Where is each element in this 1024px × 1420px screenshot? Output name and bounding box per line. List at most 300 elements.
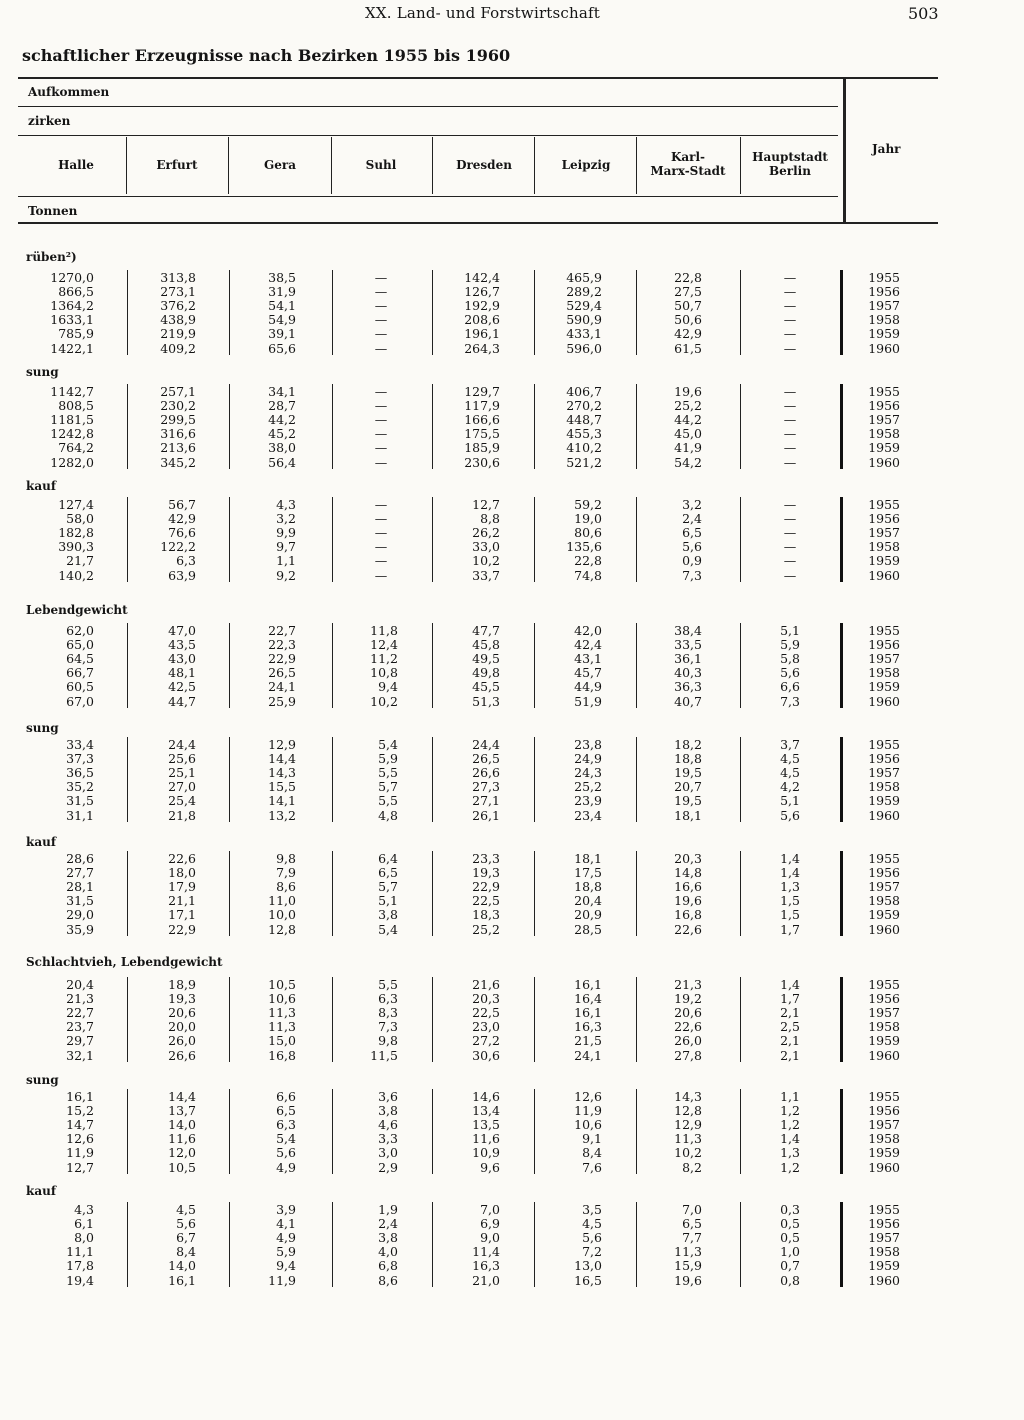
data-cell: 63,9 (168, 567, 196, 583)
data-cell: 448,7 (566, 412, 602, 428)
data-cell: 7,7 (682, 1230, 702, 1246)
data-cell: — (374, 298, 388, 314)
data-cell: 2,1 (780, 1047, 800, 1063)
data-cell: 764,2 (58, 440, 94, 456)
data-cell: 5,6 (780, 665, 800, 681)
data-cell: 19,4 (66, 1272, 94, 1288)
data-cell: 14,0 (168, 1117, 196, 1133)
data-cell: — (374, 384, 388, 399)
data-cell: 1,1 (276, 553, 296, 569)
data-cell: 140,2 (58, 567, 94, 583)
data-cell: 9,7 (276, 539, 296, 555)
data-cell: 17,5 (574, 865, 602, 881)
data-cell: 64,5 (66, 651, 94, 667)
data-cell: 30,6 (472, 1047, 500, 1063)
data-cell: 7,9 (276, 865, 296, 881)
data-cell: 21,3 (674, 977, 702, 992)
data-cell: 8,0 (74, 1230, 94, 1246)
group-divider (332, 1202, 333, 1287)
data-cell: 26,5 (268, 665, 296, 681)
data-cell: 299,5 (160, 412, 196, 428)
data-cell: 22,6 (168, 851, 196, 866)
data-cell: 2,1 (780, 1033, 800, 1049)
data-cell: 12,4 (370, 637, 398, 653)
data-cell: 1,4 (780, 977, 800, 992)
data-cell: 6,8 (378, 1258, 398, 1274)
data-cell: 16,8 (268, 1047, 296, 1063)
data-cell: — (374, 398, 388, 414)
data-cell: 11,6 (168, 1131, 196, 1147)
data-cell: 25,2 (674, 398, 702, 414)
data-cell: 257,1 (160, 384, 196, 399)
column-header-line: Leipzig (561, 158, 611, 172)
data-cell: 10,2 (370, 693, 398, 709)
running-header: XX. Land- und Forstwirtschaft (365, 4, 601, 22)
header-second-label: zirken (28, 114, 71, 128)
group-divider (740, 270, 741, 355)
data-cell: 21,7 (66, 553, 94, 569)
data-cell: 13,5 (472, 1117, 500, 1133)
data-cell: 9,4 (276, 1258, 296, 1274)
data-cell: 270,2 (566, 398, 602, 414)
year-cell: 1959 (868, 679, 900, 695)
data-cell: 8,4 (582, 1145, 602, 1161)
column-header-line: Erfurt (156, 158, 198, 172)
data-cell: 122,2 (160, 539, 196, 555)
data-cell: — (783, 454, 797, 470)
data-cell: 21,0 (472, 1272, 500, 1288)
data-cell: 27,2 (472, 1033, 500, 1049)
data-cell: 4,5 (176, 1202, 196, 1217)
year-cell: 1955 (868, 623, 900, 638)
year-cell: 1955 (868, 384, 900, 399)
data-cell: 6,5 (682, 1216, 702, 1232)
data-cell: 58,0 (66, 511, 94, 527)
data-cell: 26,1 (472, 807, 500, 823)
data-cell: 5,5 (378, 977, 398, 992)
data-cell: — (374, 454, 388, 470)
data-cell: 20,3 (472, 991, 500, 1007)
data-cell: 3,3 (378, 1131, 398, 1147)
data-cell: 24,3 (574, 765, 602, 781)
rule-header-bottom (18, 222, 938, 224)
year-cell: 1959 (868, 1258, 900, 1274)
data-cell: 22,9 (268, 651, 296, 667)
data-cell: 273,1 (160, 284, 196, 300)
column-header-erfurt (127, 158, 227, 172)
data-cell: 465,9 (566, 270, 602, 285)
data-cell: 185,9 (464, 440, 500, 456)
data-cell: 22,9 (168, 921, 196, 937)
data-cell: 16,8 (674, 907, 702, 923)
data-cell: 56,7 (168, 497, 196, 512)
year-cell: 1958 (868, 539, 900, 555)
data-cell: 6,9 (480, 1216, 500, 1232)
data-cell: 20,6 (168, 1005, 196, 1021)
header-year-label: Jahr (872, 142, 901, 156)
data-cell: 6,3 (378, 991, 398, 1007)
data-cell: 529,4 (566, 298, 602, 314)
data-cell: 5,1 (378, 893, 398, 909)
data-cell: 39,1 (268, 326, 296, 342)
year-cell: 1957 (868, 298, 900, 314)
data-cell: 3,6 (378, 1089, 398, 1104)
data-cell: 117,9 (464, 398, 500, 414)
data-cell: 20,6 (674, 1005, 702, 1021)
year-cell: 1960 (868, 1159, 900, 1175)
data-cell: 4,2 (780, 779, 800, 795)
data-cell: 33,4 (66, 737, 94, 752)
data-cell: — (783, 511, 797, 527)
column-header-leipzig (536, 158, 636, 172)
data-cell: 18,2 (674, 737, 702, 752)
data-cell: 23,9 (574, 793, 602, 809)
group-divider (332, 1089, 333, 1174)
data-cell: 11,3 (674, 1131, 702, 1147)
data-cell: 11,9 (268, 1272, 296, 1288)
data-cell: 18,3 (472, 907, 500, 923)
year-cell: 1956 (868, 751, 900, 767)
data-cell: 38,4 (674, 623, 702, 638)
year-cell: 1956 (868, 1103, 900, 1119)
section-label-7: sung (26, 1073, 59, 1087)
data-cell: 23,4 (574, 807, 602, 823)
data-cell: 1,0 (780, 1244, 800, 1260)
data-cell: 6,6 (276, 1089, 296, 1104)
data-cell: 1,3 (780, 1145, 800, 1161)
data-cell: 33,7 (472, 567, 500, 583)
year-cell: 1956 (868, 637, 900, 653)
data-cell: 23,0 (472, 1019, 500, 1035)
year-cell: 1959 (868, 1145, 900, 1161)
rule-header-1 (18, 106, 838, 107)
group-divider (740, 497, 741, 582)
group-divider (332, 977, 333, 1062)
data-cell: 20,4 (574, 893, 602, 909)
data-cell: 27,8 (674, 1047, 702, 1063)
data-cell: 16,6 (674, 879, 702, 895)
data-cell: 11,0 (268, 893, 296, 909)
year-cell: 1956 (868, 398, 900, 414)
data-cell: — (783, 340, 797, 356)
data-cell: 3,2 (682, 497, 702, 512)
data-cell: 1,2 (780, 1159, 800, 1175)
column-header-halle (26, 158, 126, 172)
data-cell: 41,9 (674, 440, 702, 456)
data-cell: 1,7 (780, 991, 800, 1007)
data-cell: 14,8 (674, 865, 702, 881)
section-label-6: Schlachtvieh, Lebendgewicht (26, 955, 223, 969)
data-cell: 14,4 (268, 751, 296, 767)
data-cell: — (374, 284, 388, 300)
data-cell: 14,3 (674, 1089, 702, 1104)
data-cell: 19,3 (472, 865, 500, 881)
data-cell: 22,7 (268, 623, 296, 638)
rule-header-2 (18, 135, 838, 136)
year-cell: 1958 (868, 1131, 900, 1147)
data-cell: 21,5 (574, 1033, 602, 1049)
data-cell: 438,9 (160, 312, 196, 328)
data-cell: 8,8 (480, 511, 500, 527)
data-cell: 25,2 (472, 921, 500, 937)
data-cell: 54,9 (268, 312, 296, 328)
header-unit-label: Tonnen (28, 204, 78, 218)
data-cell: 22,9 (472, 879, 500, 895)
data-cell: 14,3 (268, 765, 296, 781)
data-cell: 20,7 (674, 779, 702, 795)
year-cell: 1960 (868, 693, 900, 709)
data-cell: 22,6 (674, 921, 702, 937)
data-cell: 230,2 (160, 398, 196, 414)
rule-top (18, 77, 938, 79)
data-cell: 15,9 (674, 1258, 702, 1274)
data-cell: 66,7 (66, 665, 94, 681)
data-cell: 9,4 (378, 679, 398, 695)
year-cell: 1959 (868, 440, 900, 456)
data-cell: 19,5 (674, 765, 702, 781)
data-cell: 590,9 (566, 312, 602, 328)
data-cell: 23,3 (472, 851, 500, 866)
year-cell: 1957 (868, 1005, 900, 1021)
data-cell: 44,2 (674, 412, 702, 428)
data-cell: 21,1 (168, 893, 196, 909)
data-cell: 40,3 (674, 665, 702, 681)
section-label-2: kauf (26, 479, 56, 493)
group-divider (332, 384, 333, 469)
data-cell: 596,0 (566, 340, 602, 356)
data-cell: 9,2 (276, 567, 296, 583)
column-header-line: Halle (58, 158, 94, 172)
data-cell: 19,3 (168, 991, 196, 1007)
data-cell: 32,1 (66, 1047, 94, 1063)
data-cell: 65,6 (268, 340, 296, 356)
data-cell: 4,1 (276, 1216, 296, 1232)
data-cell: 1,3 (780, 879, 800, 895)
year-cell: 1960 (868, 454, 900, 470)
data-cell: — (783, 412, 797, 428)
data-cell: 866,5 (58, 284, 94, 300)
rule-colhead-3 (432, 137, 433, 194)
data-cell: 16,3 (472, 1258, 500, 1274)
year-cell: 1960 (868, 340, 900, 356)
data-cell: 13,7 (168, 1103, 196, 1119)
data-cell: 2,4 (682, 511, 702, 527)
data-cell: 51,9 (574, 693, 602, 709)
data-cell: 4,5 (780, 751, 800, 767)
data-cell: 42,0 (574, 623, 602, 638)
data-cell: 21,3 (66, 991, 94, 1007)
year-cell: 1955 (868, 1089, 900, 1104)
data-cell: 50,7 (674, 298, 702, 314)
data-cell: 54,1 (268, 298, 296, 314)
year-cell: 1960 (868, 1272, 900, 1288)
group-divider (332, 737, 333, 822)
year-cell: 1955 (868, 1202, 900, 1217)
data-cell: 35,2 (66, 779, 94, 795)
data-cell: 38,0 (268, 440, 296, 456)
column-header-line: Gera (264, 158, 296, 172)
data-cell: 1,9 (378, 1202, 398, 1217)
column-header-line: Marx-Stadt (650, 164, 726, 178)
data-cell: 8,3 (378, 1005, 398, 1021)
data-cell: 5,6 (582, 1230, 602, 1246)
data-cell: 1,5 (780, 893, 800, 909)
data-cell: 54,2 (674, 454, 702, 470)
data-cell: — (783, 440, 797, 456)
data-cell: 4,9 (276, 1230, 296, 1246)
data-cell: 12,7 (66, 1159, 94, 1175)
data-cell: — (783, 497, 797, 512)
data-cell: 14,1 (268, 793, 296, 809)
data-cell: 44,9 (574, 679, 602, 695)
data-cell: 24,1 (268, 679, 296, 695)
data-cell: 10,8 (370, 665, 398, 681)
data-cell: 45,8 (472, 637, 500, 653)
data-cell: 59,2 (574, 497, 602, 512)
data-cell: 5,4 (276, 1131, 296, 1147)
data-cell: 1,4 (780, 865, 800, 881)
data-cell: 31,5 (66, 893, 94, 909)
data-cell: 24,1 (574, 1047, 602, 1063)
year-cell: 1958 (868, 1019, 900, 1035)
data-cell: 2,1 (780, 1005, 800, 1021)
data-cell: — (783, 312, 797, 328)
data-cell: 48,1 (168, 665, 196, 681)
data-cell: 50,6 (674, 312, 702, 328)
data-cell: 5,9 (780, 637, 800, 653)
data-cell: 16,5 (574, 1272, 602, 1288)
data-cell: 21,8 (168, 807, 196, 823)
year-cell: 1957 (868, 1230, 900, 1246)
data-cell: 14,6 (472, 1089, 500, 1104)
data-cell: 230,6 (464, 454, 500, 470)
data-cell: 4,9 (276, 1159, 296, 1175)
column-header-line: Berlin (769, 164, 811, 178)
data-cell: 16,4 (574, 991, 602, 1007)
data-cell: 42,4 (574, 637, 602, 653)
year-cell: 1960 (868, 921, 900, 937)
data-cell: 24,4 (472, 737, 500, 752)
data-cell: 18,1 (674, 807, 702, 823)
data-cell: 5,6 (780, 807, 800, 823)
data-cell: 5,6 (276, 1145, 296, 1161)
data-cell: 6,5 (682, 525, 702, 541)
data-cell: 13,4 (472, 1103, 500, 1119)
year-cell: 1959 (868, 1033, 900, 1049)
data-cell: 8,6 (276, 879, 296, 895)
data-cell: 0,9 (682, 553, 702, 569)
data-cell: 19,5 (674, 793, 702, 809)
data-cell: 12,7 (472, 497, 500, 512)
rule-colhead-1 (228, 137, 229, 194)
data-cell: 16,1 (168, 1272, 196, 1288)
year-cell: 1958 (868, 426, 900, 442)
data-cell: — (374, 525, 388, 541)
data-cell: 3,5 (582, 1202, 602, 1217)
data-cell: 14,7 (66, 1117, 94, 1133)
data-cell: 45,5 (472, 679, 500, 695)
data-cell: 6,6 (780, 679, 800, 695)
data-cell: — (374, 553, 388, 569)
data-cell: 213,6 (160, 440, 196, 456)
year-cell: 1960 (868, 1047, 900, 1063)
group-divider (332, 270, 333, 355)
data-cell: 25,9 (268, 693, 296, 709)
data-cell: 22,7 (66, 1005, 94, 1021)
data-cell: 31,9 (268, 284, 296, 300)
data-cell: 25,1 (168, 765, 196, 781)
data-cell: 22,6 (674, 1019, 702, 1035)
data-cell: 25,4 (168, 793, 196, 809)
data-cell: 5,4 (378, 737, 398, 752)
data-cell: 18,8 (674, 751, 702, 767)
data-cell: 1,2 (780, 1103, 800, 1119)
data-cell: 6,3 (176, 553, 196, 569)
data-cell: 17,1 (168, 907, 196, 923)
rule-header-3 (18, 196, 838, 197)
data-cell: 31,1 (66, 807, 94, 823)
data-cell: 5,5 (378, 793, 398, 809)
data-cell: 13,2 (268, 807, 296, 823)
data-cell: — (374, 539, 388, 555)
year-cell: 1956 (868, 284, 900, 300)
data-cell: — (783, 384, 797, 399)
section-label-0: rüben²) (26, 250, 77, 264)
data-cell: 10,2 (674, 1145, 702, 1161)
data-cell: 6,7 (176, 1230, 196, 1246)
data-cell: 127,4 (58, 497, 94, 512)
data-cell: 7,3 (378, 1019, 398, 1035)
data-cell: 11,3 (268, 1005, 296, 1021)
data-cell: 1,4 (780, 1131, 800, 1147)
data-cell: 22,5 (472, 893, 500, 909)
data-cell: 175,5 (464, 426, 500, 442)
data-cell: 51,3 (472, 693, 500, 709)
data-cell: 11,6 (472, 1131, 500, 1147)
data-cell: 5,7 (378, 779, 398, 795)
data-cell: 33,0 (472, 539, 500, 555)
data-cell: 264,3 (464, 340, 500, 356)
data-cell: 26,6 (168, 1047, 196, 1063)
data-cell: 2,5 (780, 1019, 800, 1035)
data-cell: 47,7 (472, 623, 500, 638)
data-cell: 142,4 (464, 270, 500, 285)
data-cell: 409,2 (160, 340, 196, 356)
data-cell: 11,5 (370, 1047, 398, 1063)
data-cell: 9,8 (378, 1033, 398, 1049)
data-cell: 7,6 (582, 1159, 602, 1175)
data-cell: 5,1 (780, 623, 800, 638)
section-label-8: kauf (26, 1184, 56, 1198)
data-cell: 12,9 (674, 1117, 702, 1133)
data-cell: 28,6 (66, 851, 94, 866)
data-cell: 22,8 (674, 270, 702, 285)
column-header-dresden (434, 158, 534, 172)
data-cell: 7,3 (780, 693, 800, 709)
data-cell: 27,1 (472, 793, 500, 809)
data-cell: 42,5 (168, 679, 196, 695)
data-cell: 19,6 (674, 893, 702, 909)
data-cell: 3,8 (378, 1103, 398, 1119)
data-cell: 45,0 (674, 426, 702, 442)
data-cell: 0,8 (780, 1272, 800, 1288)
data-cell: 5,7 (378, 879, 398, 895)
data-cell: 5,9 (276, 1244, 296, 1260)
data-cell: 19,6 (674, 1272, 702, 1288)
data-cell: 11,2 (370, 651, 398, 667)
data-cell: — (374, 412, 388, 428)
data-cell: 14,0 (168, 1258, 196, 1274)
